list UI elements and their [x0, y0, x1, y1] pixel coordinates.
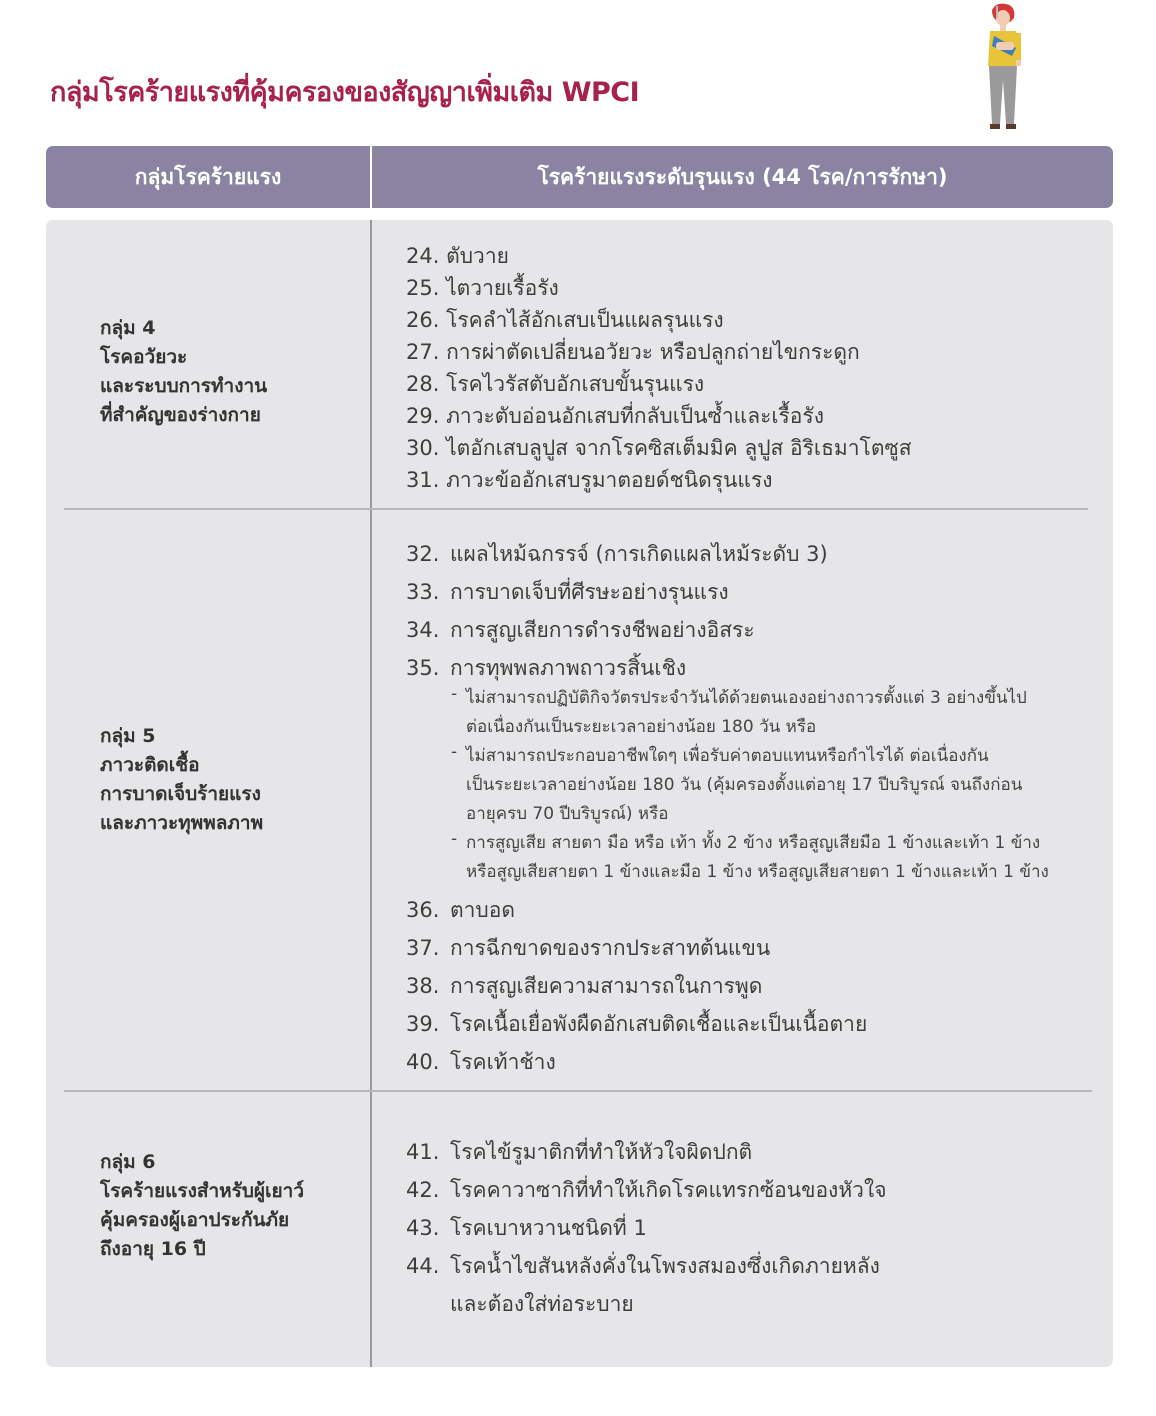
list-item: 35. การทุพพลภาพถาวรสิ้นเชิง [406, 656, 687, 680]
column-divider [370, 220, 372, 1367]
list-item: 25. ไตวายเรื้อรัง [406, 276, 559, 300]
list-item: 43. โรคเบาหวานชนิดที่ 1 [406, 1216, 647, 1240]
group-label-line: โรคอวัยวะ [100, 346, 188, 368]
list-item: 39. โรคเนื้อเยื่อพังผืดอักเสบติดเชื้อและเป็นเนื้อตาย [406, 1012, 868, 1036]
list-item: 30. ไตอักเสบลูปูส จากโรคซิสเต็มมิค ลูปูส อิริเธมาโตซูส [406, 436, 912, 460]
sub-item: - ไม่สามารถปฏิบัติกิจวัตรประจำวันได้ด้วยตนเองอย่างถาวรตั้งแต่ 3 อย่างขึ้นไป [451, 684, 1027, 708]
list-item: 36. ตาบอด [406, 898, 516, 922]
group-label-line: และภาวะทุพพลภาพ [100, 812, 264, 834]
list-item: 40. โรคเท้าช้าง [406, 1050, 556, 1074]
group-label-line: กลุ่ม 5 [100, 725, 156, 747]
sub-item: - การสูญเสีย สายตา มือ หรือ เท้า ทั้ง 2 ข้าง หรือสูญเสียมือ 1 ข้างและเท้า 1 ข้าง [451, 829, 1041, 853]
table-header [46, 146, 1113, 208]
list-item: 28. โรคไวรัสตับอักเสบขั้นรุนแรง [406, 372, 705, 396]
list-item: 31. ภาวะข้ออักเสบรูมาตอยด์ชนิดรุนแรง [406, 468, 773, 492]
group-label-line: กลุ่ม 6 [100, 1151, 156, 1173]
sub-item-continuation: ต่อเนื่องกันเป็นระยะเวลาอย่างน้อย 180 วัน หรือ [466, 717, 817, 737]
group-label-line: กลุ่ม 4 [100, 317, 156, 339]
row-divider [64, 1090, 1092, 1092]
woman-with-arm-sling-illustration [970, 0, 1040, 136]
group-label-line: ที่สำคัญของร่างกาย [100, 404, 261, 426]
row-divider [64, 508, 1088, 510]
header-group-column: กลุ่มโรคร้ายแรง [134, 164, 282, 189]
list-item: 26. โรคลำไส้อักเสบเป็นแผลรุนแรง [406, 308, 724, 332]
group-label-line: โรคร้ายแรงสำหรับผู้เยาว์ [100, 1180, 305, 1202]
sub-item-continuation: เป็นระยะเวลาอย่างน้อย 180 วัน (คุ้มครองตั้งแต่อายุ 17 ปีบริบูรณ์ จนถึงก่อน [466, 775, 1023, 795]
sub-item-continuation: อายุครบ 70 ปีบริบูรณ์) หรือ [466, 804, 669, 824]
list-item: 33. การบาดเจ็บที่ศีรษะอย่างรุนแรง [406, 580, 729, 604]
list-item: 24. ตับวาย [406, 244, 509, 268]
sub-item: - ไม่สามารถประกอบอาชีพใดๆ เพื่อรับค่าตอบแทนหรือกำไรได้ ต่อเนื่องกัน [451, 742, 989, 766]
page-title: กลุ่มโรคร้ายแรงที่คุ้มครองของสัญญาเพิ่มเติม WPCI [50, 77, 640, 108]
group-label-5 [100, 722, 263, 838]
header-disease-column: โรคร้ายแรงระดับรุนแรง (44 โรค/การรักษา) [537, 164, 948, 189]
sub-item-continuation: หรือสูญเสียสายตา 1 ข้างและมือ 1 ข้าง หรือสูญเสียสายตา 1 ข้างและเท้า 1 ข้าง [466, 862, 1049, 882]
list-item: 29. ภาวะตับอ่อนอักเสบที่กลับเป็นซ้ำและเรื้อรัง [406, 404, 824, 428]
list-item-continuation: และต้องใส่ท่อระบาย [450, 1292, 634, 1316]
list-item: 44. โรคน้ำไขสันหลังคั่งในโพรงสมองซึ่งเกิดภายหลัง [406, 1254, 880, 1278]
group-label-line: และระบบการทำงาน [100, 375, 268, 397]
group-label-line: ถึงอายุ 16 ปี [100, 1238, 206, 1260]
list-item: 34. การสูญเสียการดำรงชีพอย่างอิสระ [406, 618, 755, 642]
list-item: 42. โรคคาวาซากิที่ทำให้เกิดโรคแทรกซ้อนของหัวใจ [406, 1178, 887, 1202]
list-item: 37. การฉีกขาดของรากประสาทต้นแขน [406, 936, 771, 960]
list-item: 38. การสูญเสียความสามารถในการพูด [406, 974, 763, 998]
group-label-line: ภาวะติดเชื้อ [100, 754, 200, 776]
list-item: 27. การผ่าตัดเปลี่ยนอวัยวะ หรือปลูกถ่ายไขกระดูก [406, 340, 860, 364]
group-label-6 [100, 1148, 304, 1264]
group-label-4 [100, 314, 267, 430]
group-label-line: การบาดเจ็บร้ายแรง [100, 783, 261, 805]
list-item: 41. โรคไข้รูมาติกที่ทำให้หัวใจผิดปกติ [406, 1140, 753, 1164]
list-item: 32. แผลไหม้ฉกรรจ์ (การเกิดแผลไหม้ระดับ 3) [406, 542, 828, 566]
group-label-line: คุ้มครองผู้เอาประกันภัย [100, 1209, 290, 1231]
table-body [46, 220, 1113, 1367]
